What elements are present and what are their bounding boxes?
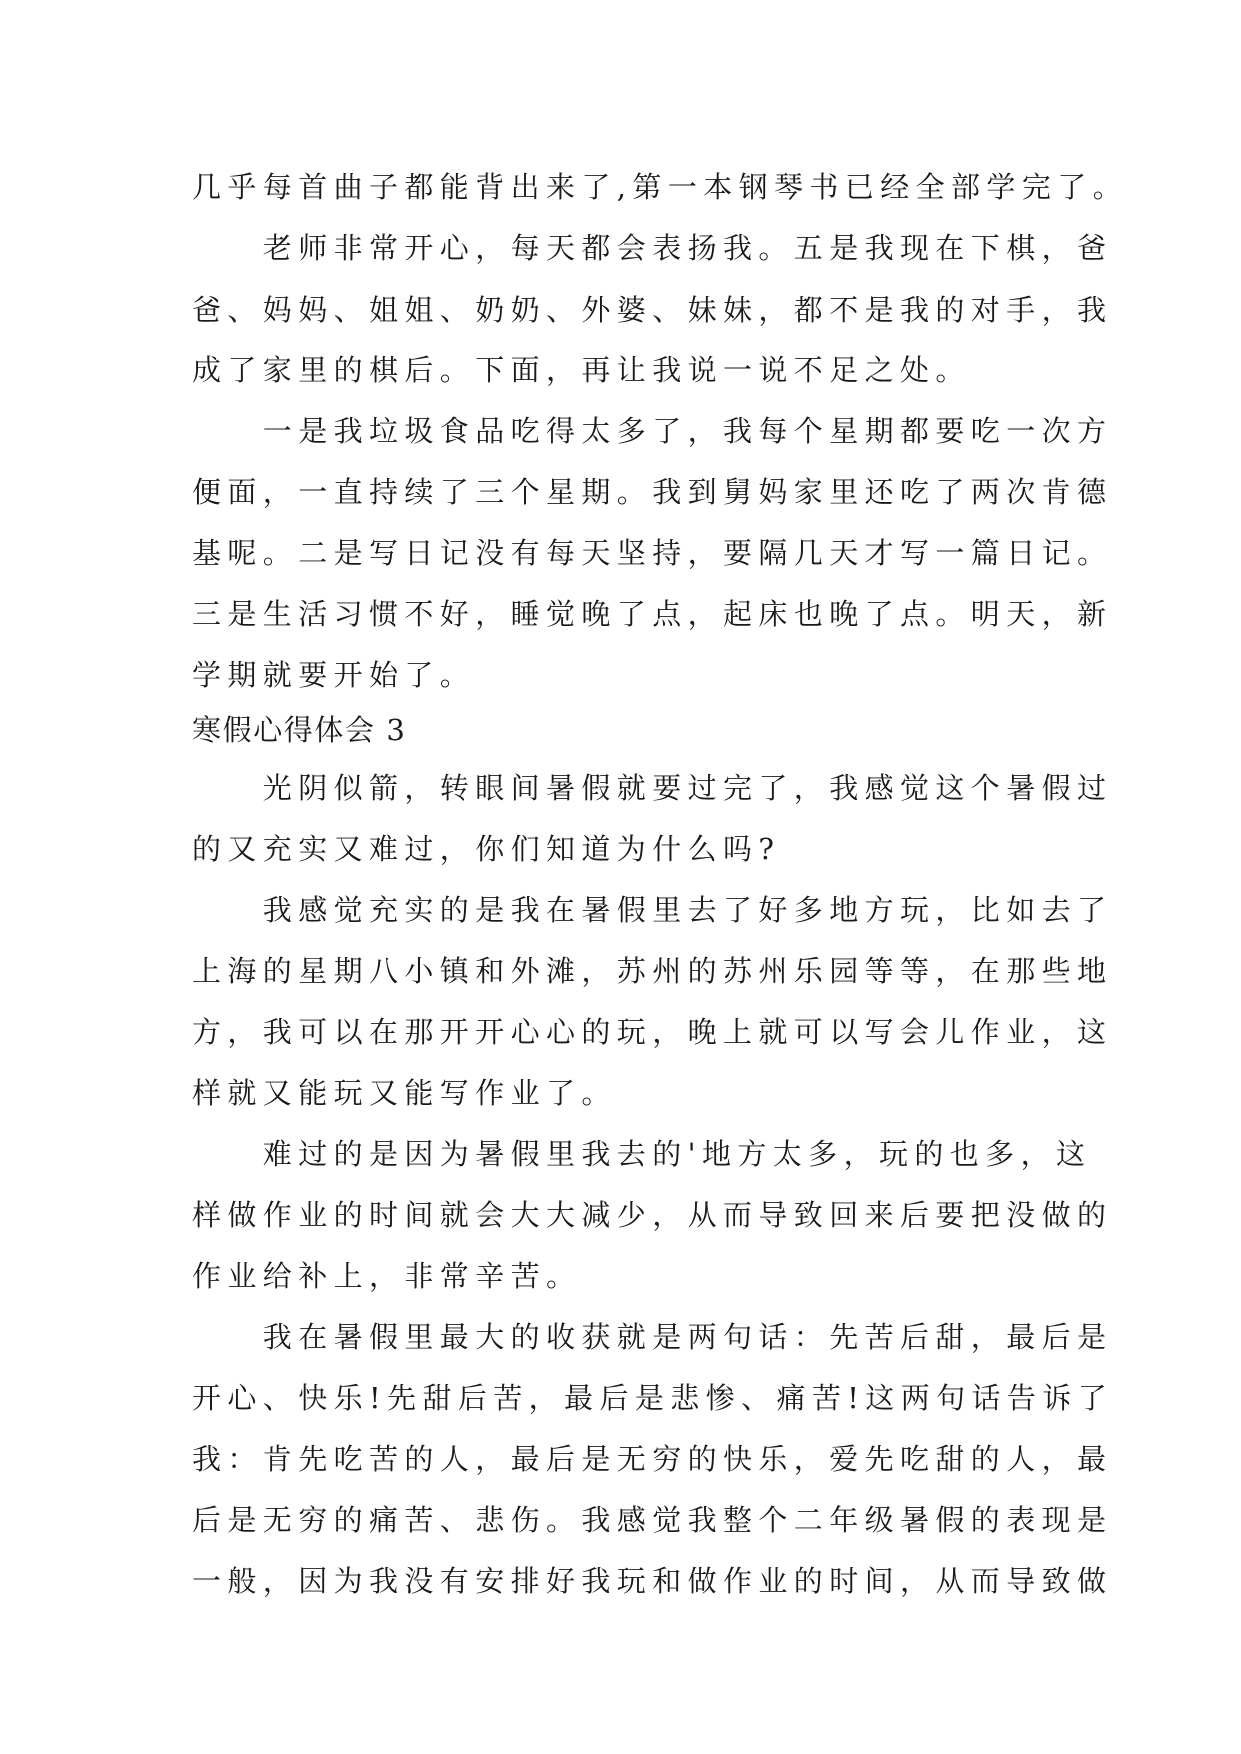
text-line: 方，我可以在那开开心心的玩，晚上就可以写会儿作业，这: [192, 1015, 1113, 1049]
text-line: 几乎每首曲子都能背出来了,第一本钢琴书已经全部学完了。: [192, 170, 1129, 204]
text-line: 便面，一直持续了三个星期。我到舅妈家里还吃了两次肯德: [192, 475, 1113, 509]
text-line: 样做作业的时间就会大大减少，从而导致回来后要把没做的: [192, 1198, 1113, 1232]
text-line: 基呢。二是写日记没有每天坚持，要隔几天才写一篇日记。: [192, 536, 1113, 570]
text-line: 一是我垃圾食品吃得太多了，我每个星期都要吃一次方: [192, 414, 1113, 448]
text-line: 作业给补上，非常辛苦。: [192, 1259, 582, 1293]
text-line: 光阴似箭，转眼间暑假就要过完了，我感觉这个暑假过: [192, 771, 1113, 805]
text-line: 我在暑假里最大的收获就是两句话：先苦后甜，最后是: [192, 1320, 1113, 1354]
text-line: 一般，因为我没有安排好我玩和做作业的时间，从而导致做: [192, 1564, 1113, 1598]
text-line: 我感觉充实的是我在暑假里去了好多地方玩，比如去了: [192, 893, 1113, 927]
text-line: 上海的星期八小镇和外滩，苏州的苏州乐园等等，在那些地: [192, 954, 1113, 988]
text-line: 三是生活习惯不好，睡觉晚了点，起床也晚了点。明天，新: [192, 597, 1113, 631]
text-line: 开心、快乐!先甜后苦，最后是悲惨、痛苦!这两句话告诉了: [192, 1381, 1114, 1415]
text-line: 学期就要开始了。: [192, 658, 476, 692]
text-line: 后是无穷的痛苦、悲伤。我感觉我整个二年级暑假的表现是: [192, 1503, 1113, 1537]
text-line: 我：肯先吃苦的人，最后是无穷的快乐，爱先吃甜的人，最: [192, 1442, 1113, 1476]
text-line: 老师非常开心，每天都会表扬我。五是我现在下棋，爸: [192, 231, 1113, 265]
text-line: 难过的是因为暑假里我去的'地方太多，玩的也多，这: [192, 1137, 1092, 1171]
text-line: 成了家里的棋后。下面，再让我说一说不足之处。: [192, 353, 971, 387]
text-line: 爸、妈妈、姐姐、奶奶、外婆、妹妹，都不是我的对手，我: [192, 293, 1113, 327]
section-heading: 寒假心得体会 3: [192, 713, 407, 747]
text-line: 样就又能玩又能写作业了。: [192, 1076, 617, 1110]
text-line: 的又充实又难过，你们知道为什么吗?: [192, 832, 781, 866]
